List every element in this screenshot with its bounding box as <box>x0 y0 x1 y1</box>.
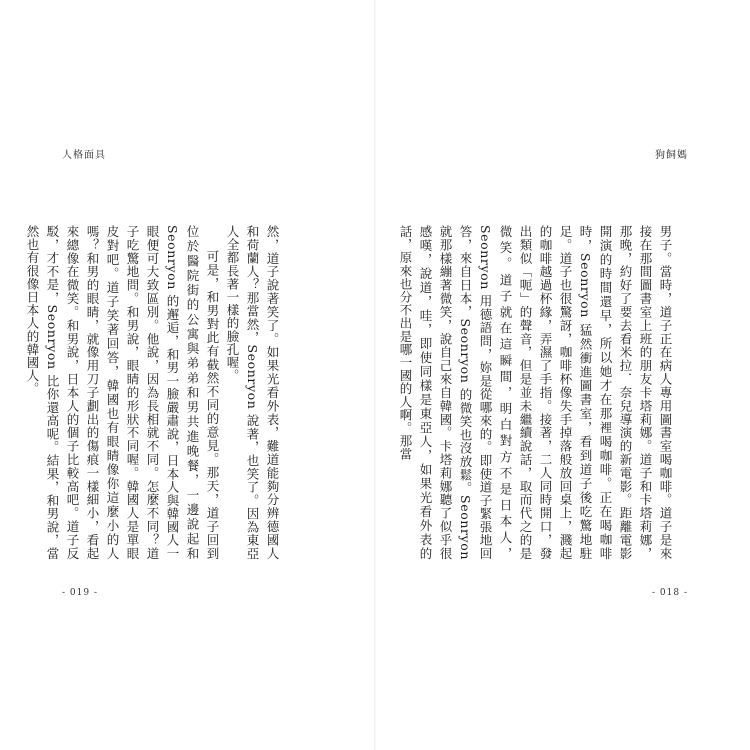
page-number: - 019 - <box>62 588 98 598</box>
running-head: 狗飼媽 <box>655 150 688 161</box>
paragraph: 可是，和男對此有截然不同的意見。那天，道子回到位於醫院街的公寓與弟弟和男共進晚餐，一邊說起和 Seonryon 的邂逅，和男一臉嚴肅說，日本人與韓國人一眼便可大致區別。他說，因為長相就不同。怎麼不同？道子吃驚地問。和男說，眼睛的形狀不同喔。韓國人是單眼皮對吧。道子笑著回答，韓國也有眼睛像你這麼小的人嗎？和男的眼睛，就像用刀子劃出的傷痕一樣細小，看起來總像在微笑。和男說，日本人的個子比較高吧。道子反駁，才不是，Seonryon 比你還高呢。結果，和男說，當然也有很像日本人的韓國人。 <box>25 225 220 560</box>
body-text <box>25 225 282 560</box>
paragraph: 然，道子說著笑了。如果光看外表，難道能夠分辨德國人和荷蘭人？那當然，Seonryon 說著，也笑了。因為東亞人全都長著一樣的臉孔喔。 <box>225 225 280 560</box>
running-head: 人格面具 <box>62 150 106 161</box>
page-number: - 018 - <box>652 588 688 598</box>
body-text <box>398 225 675 560</box>
right-page <box>375 0 750 750</box>
paragraph: 男子。當時，道子正在病人專用圖書室喝咖啡。道子是來接在那間圖書室上班的朋友卡塔莉娜。道子和卡塔莉娜，那晚，約好了要去看米拉．奈兒導演的新電影。距離電影開演的時間還早，所以她才在那裡喝咖啡。正在喝咖啡時，Seonryon 猛然衝進圖書室，看到道子後吃驚地駐足。道子也很驚訝，咖啡杯像失手掉落般放回桌上，濺起的咖啡越過杯緣，弄濕了手指。接著，二人同時開口，發出類似「呃」的聲音，但是並未繼續說話，取而代之的是微笑。道子就在這瞬間，明白對方不是日本人，Seonryon 用德語問，妳是從哪來的。即使道子緊張地回答，來自日本，Seonryon 的微笑也沒放鬆。Seonryon 就那樣繃著微笑，說自己來自韓國。卡塔莉娜聽了似乎很感嘆，說道，哇，即使同樣是東亞人，如果光看外表的話，原來也分不出是哪一國的人啊。那當 <box>398 225 673 560</box>
